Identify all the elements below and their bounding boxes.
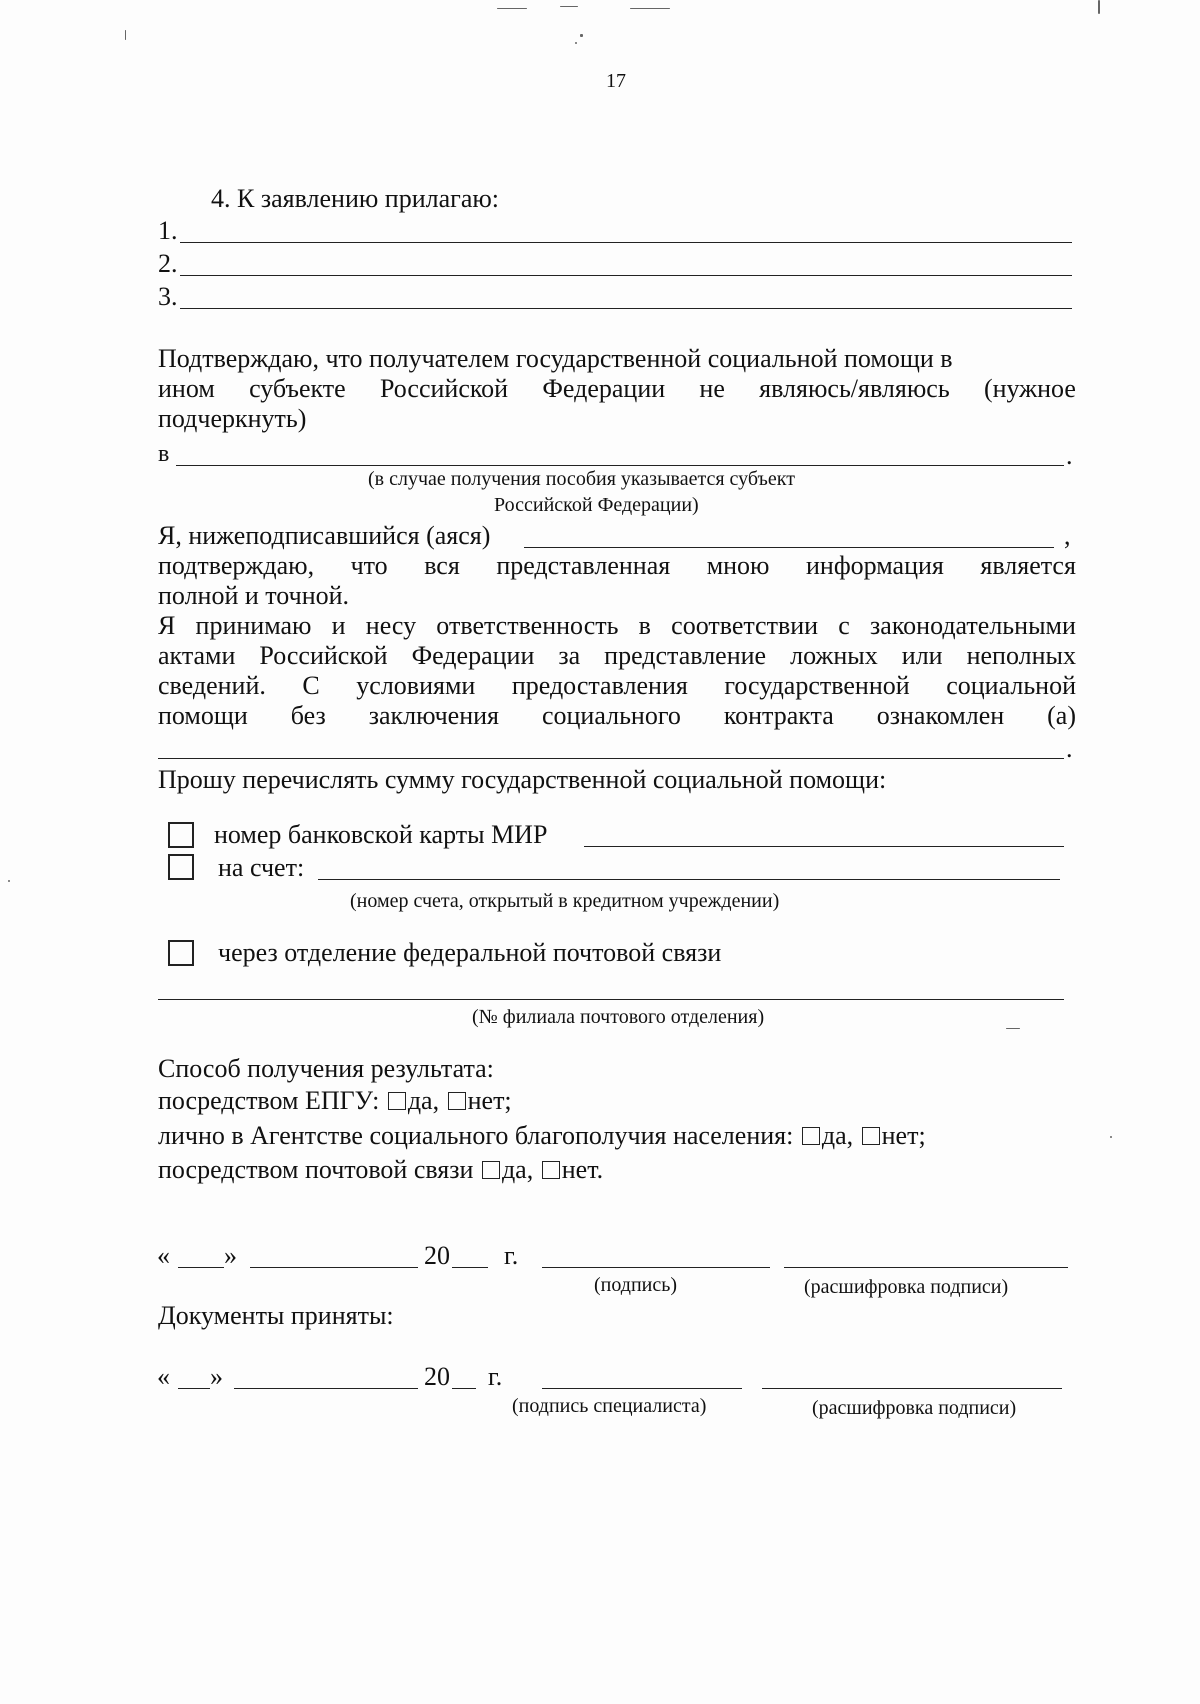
region-period: . (1066, 441, 1073, 470)
responsibility-line-2: актами Российской Федерации за представление ложных или неполных (158, 641, 1076, 670)
account-checkbox[interactable] (168, 854, 194, 880)
attachment-line[interactable] (180, 242, 1072, 243)
attachment-line[interactable] (180, 275, 1072, 276)
region-note-line-1: (в случае получения пособия указывается субъект (368, 468, 795, 490)
date-open-quote: « (157, 1241, 170, 1270)
accepted-date-year-suffix: г. (488, 1362, 503, 1391)
post-note: (№ филиала почтового отделения) (472, 1006, 765, 1028)
post-checkbox[interactable] (168, 940, 194, 966)
specialist-signature-label: (подпись специалиста) (512, 1395, 707, 1417)
signature-decode-field[interactable] (784, 1267, 1068, 1268)
signature-label: (подпись) (594, 1274, 678, 1296)
accepted-date-open-quote: « (157, 1362, 170, 1391)
declaration-line-2: подтверждаю, что вся представленная мною информация является (158, 551, 1076, 580)
confirmation-line-2: ином субъекте Российской Федерации не являюсь/являюсь (нужное (158, 374, 1076, 403)
signature-decode-label: (расшифровка подписи) (804, 1276, 1009, 1298)
responsibility-line-4: помощи без заключения социального контракта ознакомлен (а) (158, 701, 1076, 730)
attachments-heading: 4. К заявлению прилагаю: (211, 184, 500, 213)
attachment-number: 1. (158, 216, 178, 245)
result-epgu-row: посредством ЕПГУ: да, нет; (158, 1086, 512, 1115)
responsibility-line-3: сведений. С условиями предоставления государственной социальной (158, 671, 1076, 700)
attachment-number: 3. (158, 282, 178, 311)
signer-name-field[interactable] (524, 547, 1054, 548)
date-close-quote: » (224, 1241, 237, 1270)
region-field[interactable] (176, 465, 1064, 466)
date-month-field[interactable] (250, 1267, 418, 1268)
declaration-line-3: полной и точной. (158, 581, 350, 610)
page-number: 17 (606, 70, 626, 92)
signature-field[interactable] (542, 1267, 770, 1268)
post-label: через отделение федеральной почтовой связи (218, 938, 722, 967)
confirmation-line-3: подчеркнуть) (158, 404, 307, 433)
date-year-prefix: 20 (424, 1241, 450, 1270)
epgu-no-checkbox[interactable] (448, 1092, 466, 1110)
card-checkbox[interactable] (168, 822, 194, 848)
signer-label: Я, нижеподписавшийся (аяся) (158, 521, 491, 550)
responsibility-line-1: Я принимаю и несу ответственность в соответствии с законодательными (158, 611, 1076, 640)
region-note-line-2: Российской Федерации) (494, 494, 699, 516)
payment-heading: Прошу перечислять сумму государственной социальной помощи: (158, 765, 887, 794)
card-number-field[interactable] (584, 846, 1064, 847)
specialist-decode-label: (расшифровка подписи) (812, 1397, 1017, 1419)
result-post-row: посредством почтовой связи да, нет. (158, 1155, 604, 1184)
card-label: номер банковской карты МИР (214, 820, 548, 849)
post-no-checkbox[interactable] (542, 1161, 560, 1179)
attachment-line[interactable] (180, 308, 1072, 309)
specialist-signature-field[interactable] (542, 1388, 742, 1389)
accepted-date-day-field[interactable] (178, 1388, 210, 1389)
account-number-field[interactable] (318, 879, 1060, 880)
attachment-number: 2. (158, 249, 178, 278)
region-prefix: в (158, 441, 170, 467)
acknowledgement-field[interactable] (158, 758, 1064, 759)
date-day-field[interactable] (178, 1267, 224, 1268)
result-agency-row: лично в Агентстве социального благополучия населения: да, нет; (158, 1121, 926, 1150)
signer-comma: , (1064, 521, 1071, 550)
agency-no-checkbox[interactable] (862, 1127, 880, 1145)
agency-yes-checkbox[interactable] (802, 1127, 820, 1145)
post-branch-field[interactable] (158, 999, 1064, 1000)
specialist-decode-field[interactable] (762, 1388, 1062, 1389)
date-year-field[interactable] (452, 1267, 488, 1268)
date-year-suffix: г. (504, 1241, 519, 1270)
acknowledgement-period: . (1066, 734, 1073, 763)
epgu-yes-checkbox[interactable] (388, 1092, 406, 1110)
confirmation-line-1: Подтверждаю, что получателем государственной социальной помощи в (158, 344, 953, 373)
accepted-date-year-field[interactable] (452, 1388, 476, 1389)
accepted-date-year-prefix: 20 (424, 1362, 450, 1391)
post-yes-checkbox[interactable] (482, 1161, 500, 1179)
accepted-heading: Документы приняты: (158, 1301, 394, 1330)
accepted-date-close-quote: » (210, 1362, 223, 1391)
account-note: (номер счета, открытый в кредитном учреждении) (350, 890, 780, 912)
result-heading: Способ получения результата: (158, 1054, 494, 1083)
accepted-date-month-field[interactable] (234, 1388, 418, 1389)
account-label: на счет: (218, 853, 305, 882)
